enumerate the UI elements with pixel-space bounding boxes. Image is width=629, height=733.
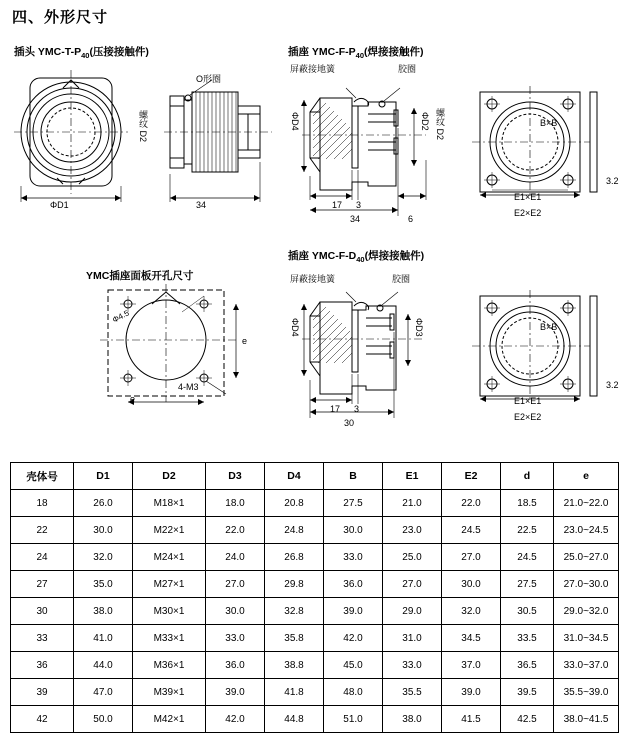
cell-value: 38.0 — [383, 706, 442, 733]
th-e: e — [554, 463, 619, 490]
receptacle-p-flange-view — [462, 82, 622, 207]
receptacle-p-e1-label: E1×E1 — [514, 192, 542, 202]
cell-value: 33.0~37.0 — [554, 652, 619, 679]
cell-value: 18.0 — [206, 490, 265, 517]
plug-caption-tail: (压接接触件) — [89, 46, 149, 58]
cell-value: 35.8 — [265, 625, 324, 652]
table-row — [11, 652, 619, 679]
plug-caption-sub: 40 — [81, 51, 90, 61]
receptacle-p-dim17: 17 — [332, 200, 343, 210]
th-d1: D1 — [74, 463, 133, 490]
cell-value: 23.0 — [383, 517, 442, 544]
cell-value: 32.0 — [74, 544, 133, 571]
receptacle-d-dim30: 30 — [344, 418, 355, 428]
cell-shell: 36 — [11, 652, 74, 679]
receptacle-d-e2-label: E2×E2 — [514, 412, 542, 422]
table-row — [11, 490, 619, 517]
cell-value: 32.0 — [442, 598, 501, 625]
receptacle-p-dim3: 3 — [356, 200, 362, 210]
cell-value: 27.0 — [442, 544, 501, 571]
receptacle-p-caption-tail: (焊接接触件) — [364, 46, 424, 58]
receptacle-d-thickness-label: 3.2 — [606, 380, 619, 390]
cell-value: 31.0 — [383, 625, 442, 652]
cell-shell: 30 — [11, 598, 74, 625]
cell-value: 42.5 — [501, 706, 554, 733]
receptacle-d-dim3: 3 — [354, 404, 360, 414]
receptacle-d-caption — [288, 248, 424, 264]
cell-value: 21.0 — [383, 490, 442, 517]
cell-value: M24×1 — [133, 544, 206, 571]
page-title: 四、外形尺寸 — [12, 9, 109, 26]
cell-value: 27.0 — [206, 571, 265, 598]
th-d4: D4 — [265, 463, 324, 490]
receptacle-d-dim17: 17 — [330, 404, 341, 414]
cell-shell: 33 — [11, 625, 74, 652]
cell-shell: 18 — [11, 490, 74, 517]
cell-value: 30.0 — [74, 517, 133, 544]
cell-shell: 27 — [11, 571, 74, 598]
cell-value: 42.0 — [206, 706, 265, 733]
table-row — [11, 625, 619, 652]
cell-shell: 39 — [11, 679, 74, 706]
cell-value: 27.0 — [383, 571, 442, 598]
cell-value: 50.0 — [74, 706, 133, 733]
cell-value: 22.0 — [206, 517, 265, 544]
panel-cutout-dia-label: Φ4.5 — [110, 308, 131, 325]
receptacle-d-rubber-label: 胶圈 — [392, 274, 411, 284]
cell-value: 39.0 — [324, 598, 383, 625]
receptacle-d-bxb-label: B×B — [540, 322, 558, 332]
receptacle-p-caption-main: 插座 YMC-F-P — [288, 46, 356, 58]
receptacle-d-e1-label: E1×E1 — [514, 396, 542, 406]
th-d: d — [501, 463, 554, 490]
cell-value: 30.0 — [324, 517, 383, 544]
cell-value: 29.0~32.0 — [554, 598, 619, 625]
receptacle-p-dim34: 34 — [350, 214, 361, 224]
panel-cutout-caption: YMC插座面板开孔尺寸 — [86, 270, 194, 282]
table-row — [11, 706, 619, 733]
cell-value: 42.0 — [324, 625, 383, 652]
receptacle-p-caption-sub: 40 — [355, 51, 365, 61]
cell-value: M33×1 — [133, 625, 206, 652]
plug-len-label: 34 — [196, 200, 207, 210]
cell-value: 22.5 — [501, 517, 554, 544]
receptacle-d-caption-tail: (焊接接触件) — [364, 250, 425, 262]
table-row — [11, 544, 619, 571]
plug-caption — [14, 44, 149, 60]
cell-value: 36.5 — [501, 652, 554, 679]
cell-value: 31.0~34.5 — [554, 625, 619, 652]
cell-value: 33.5 — [501, 625, 554, 652]
receptacle-d-d3-label: ΦD3 — [414, 318, 424, 337]
cell-value: 33.0 — [324, 544, 383, 571]
receptacle-p-d4-label: ΦD4 — [290, 112, 300, 131]
th-e2: E2 — [442, 463, 501, 490]
cell-value: 48.0 — [324, 679, 383, 706]
cell-value: M18×1 — [133, 490, 206, 517]
receptacle-p-d2-label: ΦD2 — [420, 112, 430, 131]
cell-shell: 22 — [11, 517, 74, 544]
cell-value: 39.0 — [206, 679, 265, 706]
cell-value: 33.0 — [383, 652, 442, 679]
cell-value: 44.0 — [74, 652, 133, 679]
cell-value: M42×1 — [133, 706, 206, 733]
receptacle-p-rubber-label: 胶圈 — [398, 64, 417, 74]
th-d3: D3 — [206, 463, 265, 490]
cell-value: 39.5 — [501, 679, 554, 706]
cell-value: 38.8 — [265, 652, 324, 679]
receptacle-p-bxb-label: B×B — [540, 118, 558, 128]
cell-value: 35.5 — [383, 679, 442, 706]
cell-value: 47.0 — [74, 679, 133, 706]
panel-cutout-e-right-label: e — [242, 336, 248, 346]
receptacle-d-flange-view — [462, 286, 622, 411]
receptacle-d-section — [296, 284, 456, 419]
cell-value: 36.0 — [206, 652, 265, 679]
table-row — [11, 679, 619, 706]
table-header-row — [11, 463, 619, 490]
cell-value: 30.0 — [442, 571, 501, 598]
cell-value: 20.8 — [265, 490, 324, 517]
table-row — [11, 517, 619, 544]
cell-value: 26.0 — [74, 490, 133, 517]
cell-value: 35.0 — [74, 571, 133, 598]
cell-value: M39×1 — [133, 679, 206, 706]
cell-value: 23.0~24.5 — [554, 517, 619, 544]
cell-value: 21.0~22.0 — [554, 490, 619, 517]
cell-value: 27.5 — [501, 571, 554, 598]
receptacle-d-caption-main: 插座 YMC-F-D — [288, 250, 357, 262]
cell-value: 30.5 — [501, 598, 554, 625]
cell-value: 18.5 — [501, 490, 554, 517]
cell-value: 29.0 — [383, 598, 442, 625]
cell-value: 44.8 — [265, 706, 324, 733]
plug-caption-main: 插头 YMC-T-P — [14, 46, 82, 58]
receptacle-d-shield-label: 屏蔽接地簧 — [290, 274, 336, 284]
table-row — [11, 571, 619, 598]
cell-value: 24.8 — [265, 517, 324, 544]
cell-value: 38.0 — [74, 598, 133, 625]
cell-shell: 24 — [11, 544, 74, 571]
cell-value: 45.0 — [324, 652, 383, 679]
receptacle-p-caption — [288, 44, 424, 60]
receptacle-p-section — [296, 80, 456, 220]
cell-value: 41.0 — [74, 625, 133, 652]
cell-value: 41.8 — [265, 679, 324, 706]
plug-thread-label: 螺纹 D2 — [138, 110, 148, 143]
th-d2: D2 — [133, 463, 206, 490]
panel-cutout-holes-label: 4-M3 — [178, 382, 199, 392]
cell-value: 37.0 — [442, 652, 501, 679]
cell-value: 24.0 — [206, 544, 265, 571]
receptacle-p-dim6: 6 — [408, 214, 414, 224]
dimension-table — [10, 462, 619, 733]
plug-d1-label: ΦD1 — [50, 200, 69, 210]
cell-value: M30×1 — [133, 598, 206, 625]
cell-value: 25.0 — [383, 544, 442, 571]
receptacle-p-thread-label: 螺纹 D2 — [435, 108, 445, 141]
th-b: B — [324, 463, 383, 490]
cell-value: 30.0 — [206, 598, 265, 625]
table-body — [11, 490, 619, 733]
cell-value: 27.0~30.0 — [554, 571, 619, 598]
cell-value: 29.8 — [265, 571, 324, 598]
plug-oring-label: O形圈 — [196, 74, 222, 84]
receptacle-p-thickness-label: 3.2 — [606, 176, 619, 186]
cell-value: M27×1 — [133, 571, 206, 598]
th-e1: E1 — [383, 463, 442, 490]
cell-value: 41.5 — [442, 706, 501, 733]
cell-value: 51.0 — [324, 706, 383, 733]
plug-front-view — [10, 62, 150, 212]
cell-value: 27.5 — [324, 490, 383, 517]
panel-cutout-view — [86, 282, 276, 412]
cell-value: 38.0~41.5 — [554, 706, 619, 733]
cell-value: 32.8 — [265, 598, 324, 625]
cell-value: 34.5 — [442, 625, 501, 652]
cell-value: 39.0 — [442, 679, 501, 706]
cell-value: 25.0~27.0 — [554, 544, 619, 571]
table-row — [11, 598, 619, 625]
cell-value: 33.0 — [206, 625, 265, 652]
cell-value: 36.0 — [324, 571, 383, 598]
receptacle-p-shield-label: 屏蔽接地簧 — [290, 64, 336, 74]
th-shell: 壳体号 — [11, 463, 74, 490]
cell-value: M36×1 — [133, 652, 206, 679]
receptacle-d-d4-label: ΦD4 — [290, 318, 300, 337]
cell-value: 35.5~39.0 — [554, 679, 619, 706]
cell-shell: 42 — [11, 706, 74, 733]
cell-value: 24.5 — [442, 517, 501, 544]
panel-cutout-e-bottom-label: e — [130, 394, 136, 404]
receptacle-d-caption-sub: 40 — [356, 255, 365, 265]
cell-value: 22.0 — [442, 490, 501, 517]
cell-value: 24.5 — [501, 544, 554, 571]
receptacle-p-e2-label: E2×E2 — [514, 208, 542, 218]
cell-value: 26.8 — [265, 544, 324, 571]
cell-value: M22×1 — [133, 517, 206, 544]
